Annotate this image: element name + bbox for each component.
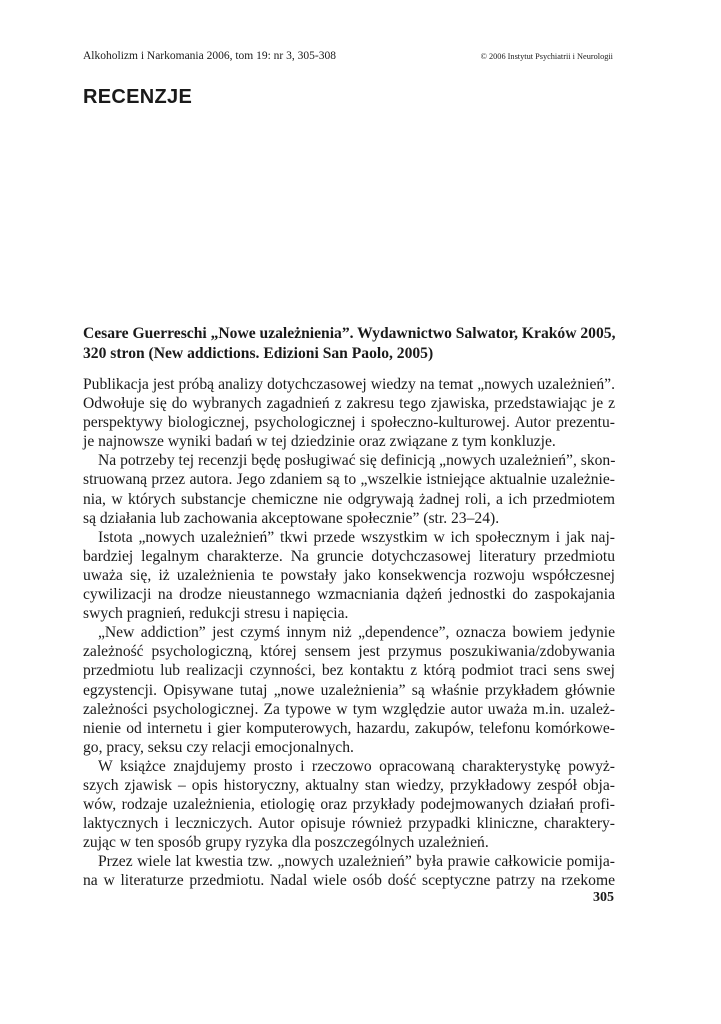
body-line: go, pracy, seksu czy relacji emocjonalnych. xyxy=(83,738,354,756)
body-line: Przez wiele lat kwestia tzw. „nowych uzależnień” była prawie całkowicie pomija- xyxy=(98,853,615,871)
body-line: Istota „nowych uzależnień” tkwi przede wszystkim w ich społecznym i jak naj- xyxy=(98,528,615,546)
copyright-notice: © 2006 Instytut Psychiatrii i Neurologii xyxy=(480,52,613,61)
body-line: Publikacja jest próbą analizy dotychczasowej wiedzy na temat „nowych uzależnień”. xyxy=(83,376,615,393)
body-line: wów, rodzaje uzależnienia, etiologię oraz przykłady podejmowanych działań profi- xyxy=(83,796,615,814)
body-line: szych zjawisk – opis historyczny, aktualny stan wiedzy, przykładowy zespół obja- xyxy=(83,776,615,794)
body-line: „New addiction” jest czymś innym niż „dependence”, oznacza bowiem jedynie xyxy=(98,624,615,642)
body-line: bardziej legalnym charakterze. Na gruncie dotychczasowej literatury przedmiotu xyxy=(83,547,615,565)
body-line: W książce znajdujemy prosto i rzeczowo opracowaną charakterystykę powyż- xyxy=(98,757,615,775)
body-line: przedmiotu lub realizacji czynności, bez kontaktu z którą podmiot traci sens swej xyxy=(83,662,615,680)
review-heading-line: 320 stron (New addictions. Edizioni San Paolo, 2005) xyxy=(83,344,434,362)
body-line: Na potrzeby tej recenzji będę posługiwać się definicją „nowych uzależnień”, skon- xyxy=(98,452,616,470)
body-line: nienie od internetu i gier komputerowych, hazardu, zakupów, telefonu komórkowe- xyxy=(83,719,615,737)
body-line: struowaną przez autora. Jego zdaniem są to „wszelkie istniejące aktualnie uzależnie- xyxy=(83,471,615,489)
section-title: RECENZJE xyxy=(83,86,193,108)
body-line: na w literaturze przedmiotu. Nadal wiele osób dość sceptyczne patrzy na rzekome xyxy=(83,872,615,890)
review-heading-line: Cesare Guerreschi „Nowe uzależnienia”. Wydawnictwo Salwator, Kraków 2005, xyxy=(83,325,616,342)
review-heading xyxy=(83,324,615,363)
body-line: egzystencji. Opisywane tutaj „nowe uzależnienia” są właśnie przykładem głównie xyxy=(83,681,615,699)
body-line: perspektywy biologicznej, psychologicznej i społeczno-kulturowej. Autor prezentu- xyxy=(83,414,615,432)
body-line: swych pragnień, redukcji stresu i napięcia. xyxy=(83,605,349,623)
body-line: zależność psychologiczną, której sensem jest przymus poszukiwania/zdobywania xyxy=(83,643,615,661)
review-body xyxy=(83,375,615,891)
body-line: są działania lub zachowania akceptowane społecznie” (str. 23–24). xyxy=(83,509,500,527)
body-line: uważa się, iż uzależnienia te powstały jako konsekwencja rozwoju współczesnej xyxy=(83,566,615,584)
body-line: zując w ten sposób grupy ryzyka dla poszczególnych uzależnień. xyxy=(83,834,489,852)
running-head xyxy=(83,50,613,66)
body-line: nia, w których substancje chemiczne nie odgrywają żadnej roli, a ich przedmiotem xyxy=(83,490,615,508)
body-line: cywilizacji na drodze nieustannego wzmacniania dążeń jednostki do zaspokajania xyxy=(83,586,615,604)
body-line: je najnowsze wyniki badań w tej dziedzinie oraz związane z tym konkluzje. xyxy=(83,433,556,451)
body-line: zależności psychologicznej. Za typowe w tym względzie autor uważa m.in. uzależ- xyxy=(83,700,615,718)
body-line: Odwołuje się do wybranych zagadnień z zakresu tego zjawiska, przedstawiając je z xyxy=(83,395,615,413)
journal-reference: Alkoholizm i Narkomania 2006, tom 19: nr 3, 305-308 xyxy=(83,50,336,62)
body-line: laktycznych i leczniczych. Autor opisuje również przypadki kliniczne, charaktery- xyxy=(83,815,615,833)
page-number: 305 xyxy=(593,890,614,905)
